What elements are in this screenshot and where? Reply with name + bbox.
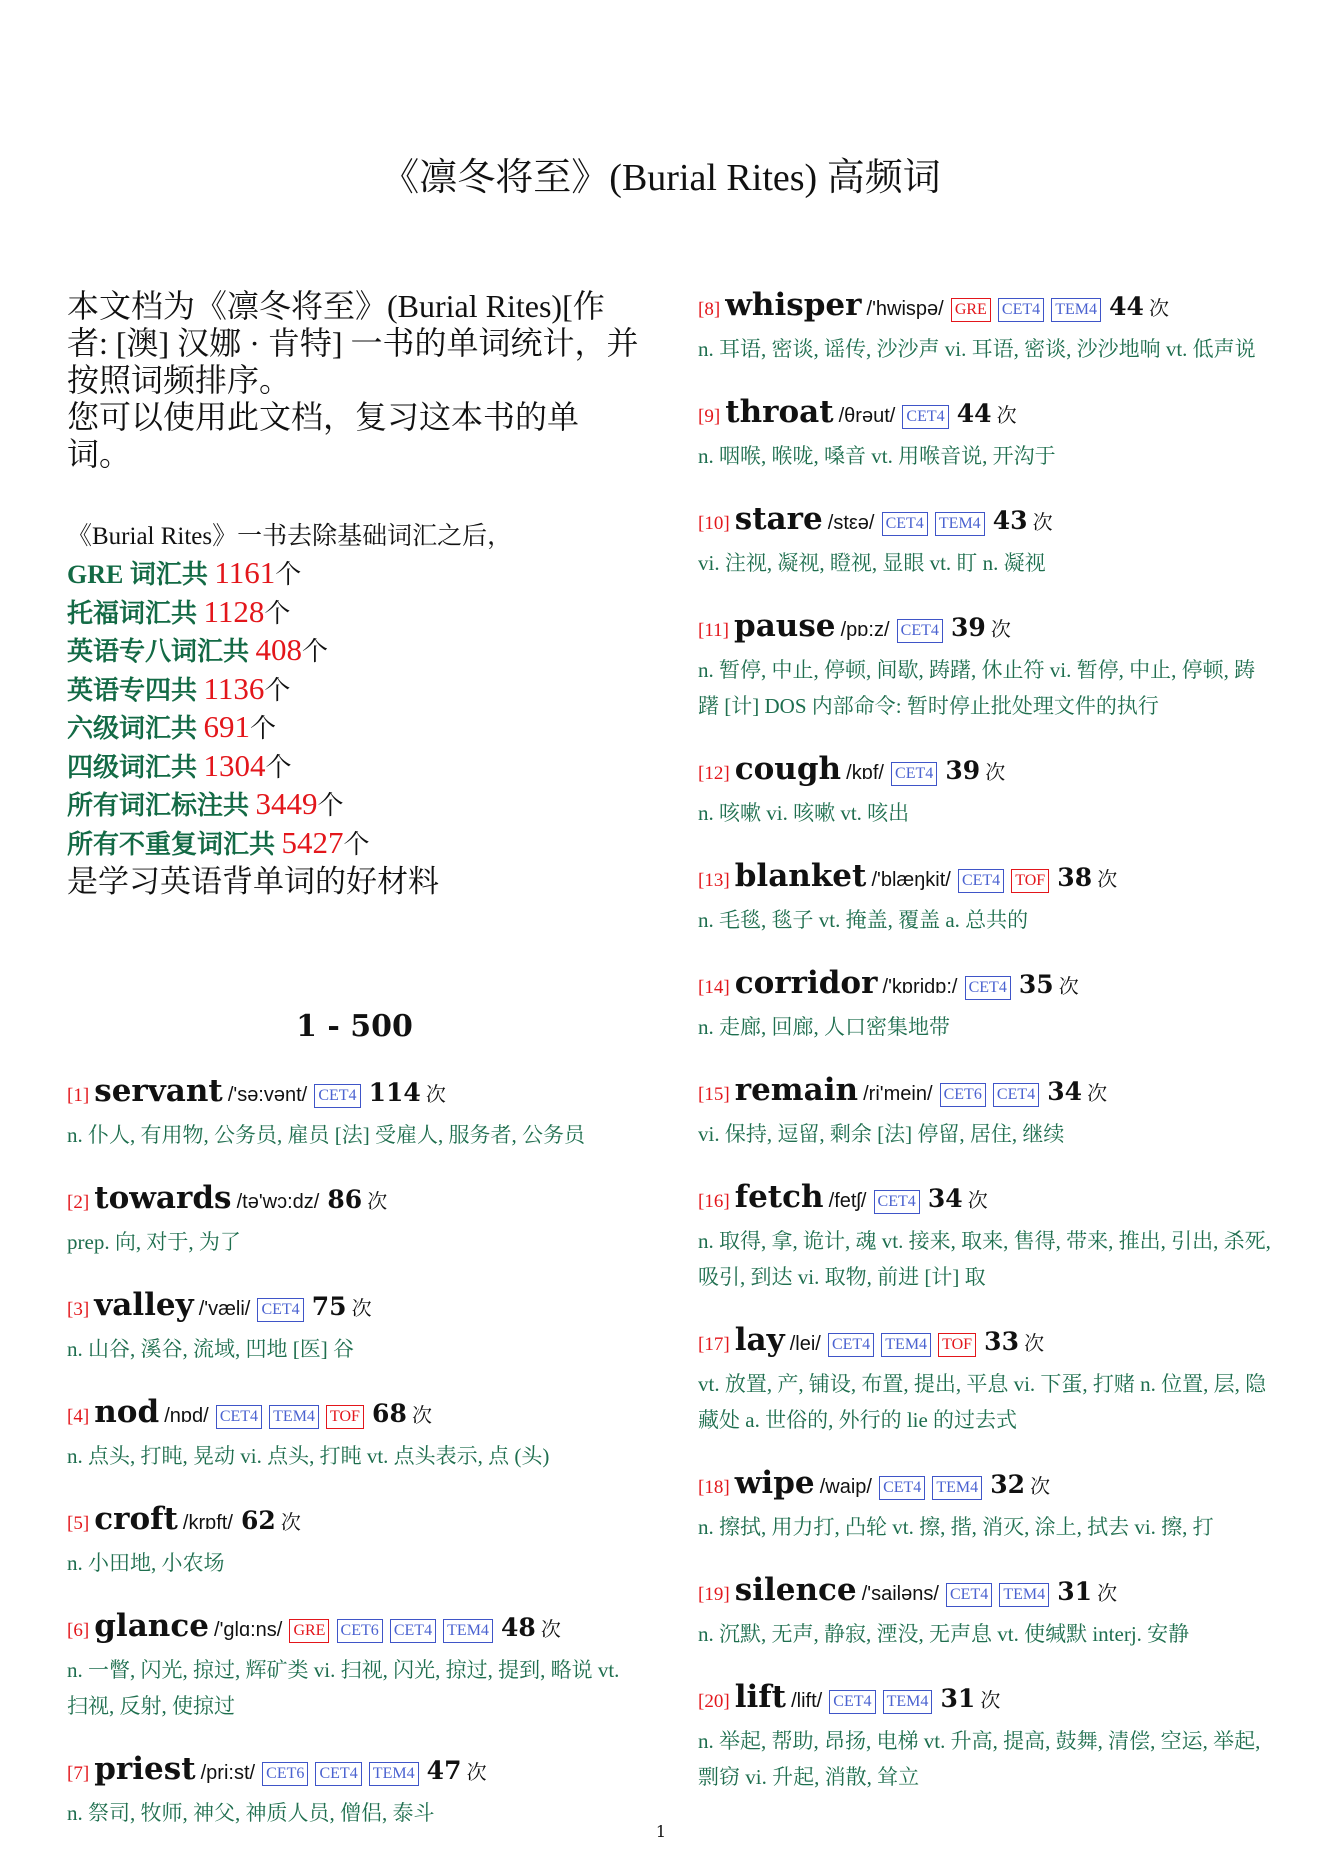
entry-phonetic: /waip/ — [819, 1476, 872, 1498]
stat-label: 英语专八词汇共 — [67, 637, 256, 666]
entry-phonetic: /'kɒridɒ:/ — [882, 976, 958, 998]
entry-header — [698, 1176, 1273, 1223]
word-entry — [67, 1070, 642, 1153]
entry-definition: n. 山谷, 溪谷, 流域, 凹地 [医] 谷 — [67, 1337, 354, 1361]
entry-index: [19] — [698, 1584, 730, 1605]
exam-tag-badge: TOF — [1011, 869, 1049, 893]
word-entry — [698, 605, 1273, 724]
word-entry — [698, 1569, 1273, 1652]
exam-tag-badge: TEM4 — [369, 1762, 419, 1786]
entry-phonetic: /pɒ:z/ — [840, 619, 890, 641]
entry-phonetic: /'blæŋkit/ — [871, 869, 951, 891]
stat-value: 1128 — [203, 593, 265, 629]
count-suffix: 次 — [351, 1296, 372, 1320]
entry-index: [17] — [698, 1334, 730, 1355]
word-entry — [698, 1069, 1273, 1152]
entry-header — [67, 1605, 642, 1652]
word-entry — [698, 284, 1273, 367]
left-column — [67, 288, 642, 1855]
entry-word: throat — [725, 394, 834, 430]
count-suffix: 次 — [540, 1617, 561, 1641]
exam-tag-badge: CET4 — [946, 1583, 992, 1607]
entry-phonetic: /fetʃ/ — [828, 1190, 867, 1212]
entry-count: 39 — [945, 756, 981, 785]
stat-value: 5427 — [281, 824, 344, 860]
entry-definition: vi. 保持, 逗留, 剩余 [法] 停留, 居住, 继续 — [698, 1122, 1065, 1146]
entry-definition: vi. 注视, 凝视, 瞪视, 显眼 vt. 盯 n. 凝视 — [698, 551, 1046, 575]
entry-count: 47 — [426, 1756, 462, 1785]
entry-definition: vt. 放置, 产, 铺设, 布置, 提出, 平息 vi. 下蛋, 打赌 n. 位置, 层, 隐藏处 a. 世俗的, 外行的 lie 的过去式 — [698, 1372, 1267, 1432]
entry-phonetic: /'væli/ — [198, 1298, 251, 1320]
entry-count: 31 — [940, 1684, 976, 1713]
stat-value: 1136 — [203, 670, 265, 706]
stat-unit: 个 — [275, 560, 302, 589]
exam-tag-badge: CET4 — [882, 512, 928, 536]
word-entry — [698, 962, 1273, 1045]
entry-header — [698, 1569, 1273, 1616]
entry-header — [698, 498, 1273, 545]
entry-index: [3] — [67, 1299, 90, 1320]
count-suffix: 次 — [1087, 1081, 1108, 1105]
entry-index: [16] — [698, 1191, 730, 1212]
exam-tag-badge: CET4 — [897, 619, 943, 643]
entry-index: [13] — [698, 870, 730, 891]
intro-paragraph-2: 您可以使用此文档，复习这本书的单词。 — [67, 399, 580, 472]
entry-count: 62 — [241, 1506, 276, 1535]
entry-phonetic: /krɒft/ — [182, 1512, 233, 1534]
entry-definition: n. 祭司, 牧师, 神父, 神质人员, 僧侣, 泰斗 — [67, 1801, 435, 1825]
count-suffix: 次 — [1148, 296, 1169, 320]
entry-word: pause — [734, 608, 836, 644]
stat-unit: 个 — [250, 714, 277, 743]
entry-count: 39 — [950, 613, 986, 642]
exam-tag-badge: CET4 — [879, 1476, 925, 1500]
stat-line — [67, 825, 642, 864]
entry-index: [1] — [67, 1085, 90, 1106]
stat-unit: 个 — [265, 752, 292, 782]
count-suffix: 次 — [996, 403, 1017, 427]
exam-tag-badge: CET4 — [216, 1405, 262, 1429]
word-entry — [698, 391, 1273, 474]
entry-word: towards — [94, 1180, 232, 1216]
entry-count: 34 — [1047, 1077, 1083, 1106]
entry-header — [698, 1462, 1273, 1509]
count-suffix: 次 — [1097, 1581, 1118, 1605]
stat-label: 英语专四共 — [67, 675, 204, 705]
entry-count: 43 — [992, 506, 1028, 535]
entry-count: 44 — [956, 399, 992, 428]
entry-word: corridor — [734, 965, 878, 1001]
stats-lead: 《Burial Rites》一书去除基础词汇之后， — [67, 523, 513, 550]
stat-label: 六级词汇共 — [67, 714, 204, 743]
entry-word: blanket — [734, 858, 867, 894]
entry-count: 32 — [990, 1470, 1026, 1499]
stat-label: 托福词汇共 — [67, 598, 204, 628]
entry-phonetic: /lift/ — [791, 1690, 823, 1712]
word-entry — [67, 1284, 642, 1367]
stat-unit: 个 — [264, 675, 291, 705]
entry-definition: n. 咳嗽 vi. 咳嗽 vt. 咳出 — [698, 801, 910, 825]
entry-word: cough — [734, 751, 842, 787]
count-suffix: 次 — [280, 1510, 301, 1534]
exam-tag-badge: GRE — [951, 298, 991, 322]
entry-count: 35 — [1018, 970, 1054, 999]
entry-word: valley — [94, 1287, 194, 1323]
stats-block — [67, 519, 642, 901]
stat-line — [67, 709, 642, 748]
exam-tag-badge: CET4 — [257, 1298, 303, 1322]
stat-line — [67, 748, 642, 787]
range-heading: 1 - 500 — [296, 1009, 413, 1044]
exam-tag-badge: CET4 — [390, 1619, 436, 1643]
word-entry — [698, 1676, 1273, 1795]
exam-tag-badge: CET6 — [940, 1083, 986, 1107]
entry-word: stare — [734, 501, 823, 537]
entry-count: 68 — [372, 1399, 407, 1428]
exam-tag-badge: TEM4 — [443, 1619, 493, 1643]
exam-tag-badge: CET4 — [315, 1762, 361, 1786]
word-entry — [67, 1391, 642, 1474]
exam-tag-badge: CET4 — [829, 1690, 875, 1714]
entry-count: 48 — [501, 1613, 536, 1642]
entry-phonetic: /'hwispə/ — [866, 298, 944, 320]
entry-phonetic: /'glɑ:ns/ — [214, 1619, 283, 1641]
exam-tag-badge: CET4 — [902, 405, 948, 429]
exam-tag-badge: CET4 — [874, 1190, 920, 1214]
count-suffix: 次 — [1024, 1331, 1045, 1355]
entry-phonetic: /θrəut/ — [838, 405, 896, 427]
entry-index: [14] — [698, 977, 730, 998]
entry-phonetic: /lei/ — [789, 1333, 821, 1355]
entry-header — [67, 1391, 642, 1438]
entry-count: 44 — [1109, 292, 1144, 321]
exam-tag-badge: TEM4 — [935, 512, 985, 536]
count-suffix: 次 — [466, 1760, 487, 1784]
exam-tag-badge: TEM4 — [1051, 298, 1101, 322]
count-suffix: 次 — [990, 617, 1011, 641]
count-suffix: 次 — [967, 1188, 988, 1212]
count-suffix: 次 — [1097, 867, 1118, 891]
stat-unit: 个 — [302, 637, 329, 666]
word-entry — [67, 1498, 642, 1581]
entry-index: [12] — [698, 763, 730, 784]
entry-word: servant — [94, 1073, 223, 1109]
entry-word: lift — [734, 1679, 786, 1715]
exam-tag-badge: CET4 — [891, 762, 937, 786]
entry-definition: n. 仆人, 有用物, 公务员, 雇员 [法] 受雇人, 服务者, 公务员 — [67, 1123, 585, 1147]
exam-tag-badge: CET4 — [828, 1333, 874, 1357]
entry-index: [10] — [698, 513, 730, 534]
entry-index: [7] — [67, 1763, 90, 1784]
exam-tag-badge: CET4 — [958, 869, 1004, 893]
entry-index: [18] — [698, 1477, 730, 1498]
stat-line — [67, 632, 642, 671]
entry-word: wipe — [734, 1465, 815, 1501]
entry-index: [5] — [67, 1513, 90, 1534]
entry-word: priest — [94, 1751, 196, 1787]
entry-word: lay — [734, 1322, 785, 1358]
exam-tag-badge: CET4 — [965, 976, 1011, 1000]
word-entry — [698, 748, 1273, 831]
entry-count: 33 — [984, 1327, 1019, 1356]
entry-header — [67, 1070, 642, 1117]
entry-index: [11] — [698, 620, 729, 641]
stat-label: 所有不重复词汇共 — [67, 829, 282, 859]
word-entry — [698, 1319, 1273, 1438]
entry-phonetic: /pri:st/ — [200, 1762, 256, 1784]
count-suffix: 次 — [985, 760, 1006, 784]
stat-line — [67, 555, 642, 594]
word-entry — [698, 498, 1273, 581]
stat-unit: 个 — [264, 598, 291, 628]
entry-header — [698, 391, 1273, 438]
entry-header — [67, 1498, 642, 1545]
right-column — [698, 284, 1273, 1819]
stat-unit: 个 — [343, 829, 370, 859]
entry-count: 34 — [927, 1184, 963, 1213]
word-entry — [67, 1748, 642, 1831]
entry-definition: n. 取得, 拿, 诡计, 魂 vt. 接来, 取来, 售得, 带来, 推出, 引出, 杀死, 吸引, 到达 vi. 取物, 前进 [计] 取 — [698, 1229, 1271, 1289]
entry-count: 114 — [368, 1078, 421, 1107]
entry-header — [698, 1319, 1273, 1366]
entry-definition: n. 耳语, 密谈, 谣传, 沙沙声 vi. 耳语, 密谈, 沙沙地响 vt. 低声说 — [698, 337, 1256, 361]
exam-tag-badge: TOF — [938, 1333, 976, 1357]
entry-definition: n. 沉默, 无声, 静寂, 湮没, 无声息 vt. 使缄默 interj. 安静 — [698, 1622, 1190, 1646]
entry-header — [67, 1177, 642, 1224]
entry-definition: n. 一瞥, 闪光, 掠过, 辉矿类 vi. 扫视, 闪光, 掠过, 提到, 略说 vt. 扫视, 反射, 使掠过 — [67, 1658, 620, 1718]
word-entry — [698, 855, 1273, 938]
stat-value: 691 — [203, 709, 251, 744]
stat-label: 四级词汇共 — [67, 752, 204, 782]
entry-word: croft — [94, 1501, 178, 1537]
word-entry — [698, 1462, 1273, 1545]
entry-count: 75 — [311, 1292, 347, 1321]
exam-tag-badge: CET4 — [998, 298, 1044, 322]
entry-word: remain — [734, 1072, 859, 1108]
stats-closing: 是学习英语背单词的好材料 — [67, 864, 439, 899]
stat-label: 所有词汇标注共 — [67, 791, 256, 820]
exam-tag-badge: CET6 — [337, 1619, 383, 1643]
entry-index: [20] — [698, 1691, 730, 1712]
stat-line — [67, 671, 642, 710]
entry-definition: n. 走廊, 回廊, 人口密集地带 — [698, 1015, 950, 1039]
word-entry — [698, 1176, 1273, 1295]
entry-definition: prep. 向, 对于, 为了 — [67, 1230, 241, 1254]
exam-tag-badge: TEM4 — [881, 1333, 931, 1357]
entry-header — [698, 962, 1273, 1009]
exam-tag-badge: TEM4 — [999, 1583, 1049, 1607]
count-suffix: 次 — [1032, 510, 1053, 534]
stat-label: GRE 词汇共 — [67, 560, 215, 589]
word-entry — [67, 1605, 642, 1724]
word-entry — [67, 1177, 642, 1260]
entry-definition: n. 点头, 打盹, 晃动 vi. 点头, 打盹 vt. 点头表示, 点 (头) — [67, 1444, 550, 1468]
entry-index: [8] — [698, 299, 721, 320]
entry-count: 86 — [327, 1185, 363, 1214]
entry-header — [698, 855, 1273, 902]
entry-index: [15] — [698, 1084, 730, 1105]
intro-paragraph-1: 本文档为《凛冬将至》(Burial Rites)[作者: [澳] 汉娜 · 肯特] 一书的单词统计，并按照词频排序。 — [67, 288, 639, 398]
exam-tag-badge: CET4 — [993, 1083, 1039, 1107]
entry-header — [67, 1748, 642, 1795]
exam-tag-badge: TEM4 — [269, 1405, 319, 1429]
stat-unit: 个 — [317, 791, 344, 820]
entry-header — [698, 284, 1273, 331]
entry-header — [698, 1069, 1273, 1116]
count-suffix: 次 — [411, 1403, 432, 1427]
exam-tag-badge: CET6 — [262, 1762, 308, 1786]
entry-index: [2] — [67, 1192, 90, 1213]
entry-phonetic: /ri'mein/ — [863, 1083, 933, 1105]
entry-header — [67, 1284, 642, 1331]
entry-word: fetch — [734, 1179, 824, 1215]
page-number: 1 — [655, 1822, 667, 1841]
stat-value: 1304 — [203, 747, 266, 783]
entry-definition: n. 小田地, 小农场 — [67, 1551, 225, 1575]
stat-line — [67, 786, 642, 825]
exam-tag-badge: TEM4 — [932, 1476, 982, 1500]
count-suffix: 次 — [1030, 1474, 1051, 1498]
exam-tag-badge: TEM4 — [883, 1690, 933, 1714]
entry-index: [6] — [67, 1620, 90, 1641]
entry-index: [9] — [698, 406, 721, 427]
entry-count: 31 — [1057, 1577, 1092, 1606]
entry-phonetic: /tə'wɔ:dz/ — [236, 1191, 320, 1213]
entry-word: nod — [94, 1394, 160, 1430]
entry-definition: n. 擦拭, 用力打, 凸轮 vt. 擦, 揩, 消灭, 涂上, 拭去 vi. 擦, 打 — [698, 1515, 1214, 1539]
entry-header — [698, 748, 1273, 795]
entry-definition: n. 暂停, 中止, 停顿, 间歇, 踌躇, 休止符 vi. 暂停, 中止, 停顿, 踌躇 [计] DOS 内部命令: 暂时停止批处理文件的执行 — [698, 658, 1256, 718]
count-suffix: 次 — [980, 1688, 1001, 1712]
entry-definition: n. 毛毯, 毯子 vt. 掩盖, 覆盖 a. 总共的 — [698, 908, 1029, 932]
entry-word: glance — [94, 1608, 209, 1644]
entry-phonetic: /nɒd/ — [164, 1405, 209, 1427]
stat-value: 1161 — [214, 555, 276, 590]
entry-word: silence — [734, 1572, 857, 1608]
count-suffix: 次 — [367, 1189, 388, 1213]
entry-phonetic: /'sailəns/ — [861, 1583, 939, 1605]
entry-header — [698, 1676, 1273, 1723]
stat-line — [67, 594, 642, 633]
entry-phonetic: /'sə:vənt/ — [227, 1084, 308, 1106]
entry-definition: n. 咽喉, 喉咙, 嗓音 vt. 用喉音说, 开沟于 — [698, 444, 1056, 468]
stat-value: 3449 — [255, 786, 318, 821]
entry-index: [4] — [67, 1406, 90, 1427]
entry-header — [698, 605, 1273, 652]
count-suffix: 次 — [425, 1082, 446, 1106]
stat-value: 408 — [255, 632, 303, 667]
exam-tag-badge: TOF — [326, 1405, 364, 1429]
exam-tag-badge: GRE — [289, 1619, 329, 1643]
entry-definition: n. 举起, 帮助, 昂扬, 电梯 vt. 升高, 提高, 鼓舞, 清偿, 空运, 举起, 剽窃 vi. 升起, 消散, 耸立 — [698, 1729, 1261, 1789]
entry-word: whisper — [725, 287, 862, 323]
entry-phonetic: /stεə/ — [827, 512, 875, 534]
entry-count: 38 — [1057, 863, 1093, 892]
exam-tag-badge: CET4 — [314, 1084, 360, 1108]
entry-phonetic: /kɒf/ — [846, 762, 884, 784]
count-suffix: 次 — [1058, 974, 1079, 998]
document-title: 《凛冬将至》(Burial Rites) 高频词 — [381, 157, 941, 199]
